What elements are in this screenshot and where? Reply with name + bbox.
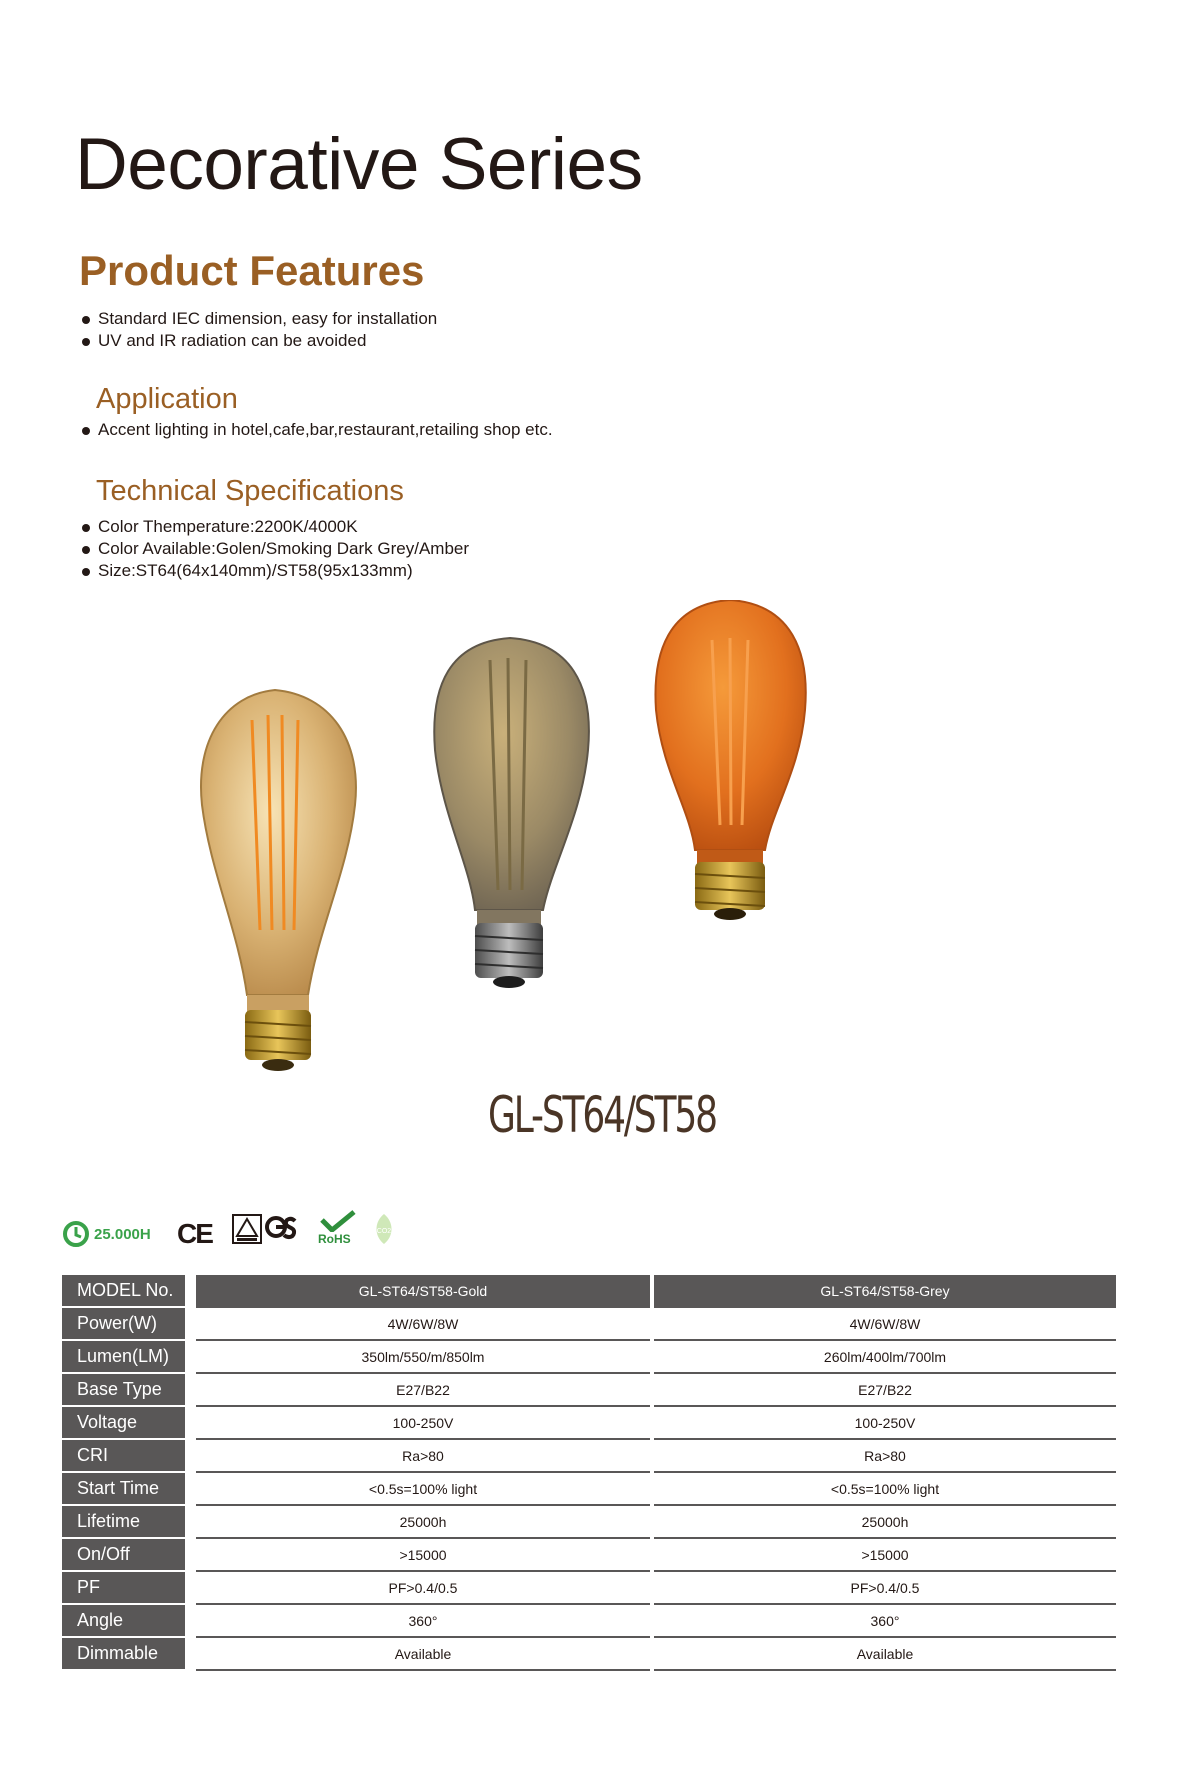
table-cell: E27/B22: [196, 1374, 650, 1407]
list-item: UV and IR radiation can be avoided: [80, 330, 437, 352]
table-row-label: MODEL No.: [62, 1275, 185, 1306]
table-cell: 350lm/550/m/850lm: [196, 1341, 650, 1374]
table-header-row: [62, 1275, 1116, 1308]
table-row: [62, 1473, 1116, 1506]
table-cell: PF>0.4/0.5: [654, 1572, 1116, 1605]
table-row-label: Base Type: [62, 1374, 185, 1405]
table-cell: E27/B22: [654, 1374, 1116, 1407]
table-cell: >15000: [196, 1539, 650, 1572]
table-header-cell: GL-ST64/ST58-Gold: [196, 1275, 650, 1308]
table-row-label: Angle: [62, 1605, 185, 1636]
rohs-mark: RoHS: [318, 1232, 351, 1246]
bulb-product-image: [190, 600, 950, 1120]
table-row-label: Start Time: [62, 1473, 185, 1504]
list-item: Standard IEC dimension, easy for installation: [80, 308, 437, 330]
list-item: Size:ST64(64x140mm)/ST58(95x133mm): [80, 560, 469, 582]
table-row: [62, 1308, 1116, 1341]
safety-mark-icon: [232, 1214, 262, 1244]
table-cell: 360°: [654, 1605, 1116, 1638]
clock-icon: [62, 1220, 90, 1248]
specs-heading: Technical Specifications: [96, 475, 404, 507]
table-cell: 4W/6W/8W: [654, 1308, 1116, 1341]
table-cell: <0.5s=100% light: [654, 1473, 1116, 1506]
table-cell: PF>0.4/0.5: [196, 1572, 650, 1605]
table-row-label: Dimmable: [62, 1638, 185, 1669]
table-row: [62, 1440, 1116, 1473]
amber-bulb: [655, 600, 805, 920]
table-row: [62, 1638, 1116, 1671]
ce-mark: CE: [177, 1218, 212, 1249]
table-row-label: Voltage: [62, 1407, 185, 1438]
table-cell: 100-250V: [196, 1407, 650, 1440]
gs-mark-icon: [265, 1214, 297, 1242]
table-row: [62, 1506, 1116, 1539]
lifetime-label: 25.000H: [94, 1225, 151, 1243]
table-cell: >15000: [654, 1539, 1116, 1572]
table-cell: 360°: [196, 1605, 650, 1638]
model-title: GL-ST64/ST58: [488, 1086, 716, 1144]
table-row: [62, 1539, 1116, 1572]
co2-leaf-icon: [372, 1212, 396, 1246]
table-row-label: Lumen(LM): [62, 1341, 185, 1372]
table-header-cell: GL-ST64/ST58-Grey: [654, 1275, 1116, 1308]
list-item: Color Themperature:2200K/4000K: [80, 516, 469, 538]
table-cell: Ra>80: [654, 1440, 1116, 1473]
application-heading: Application: [96, 383, 238, 415]
table-cell: Available: [196, 1638, 650, 1671]
table-cell: 4W/6W/8W: [196, 1308, 650, 1341]
table-cell: <0.5s=100% light: [196, 1473, 650, 1506]
lifetime-badge: [62, 1220, 151, 1248]
table-row: [62, 1407, 1116, 1440]
features-list: [80, 308, 437, 352]
certification-icons: [62, 1210, 422, 1260]
table-row-label: Lifetime: [62, 1506, 185, 1537]
table-row-label: CRI: [62, 1440, 185, 1471]
table-cell: Available: [654, 1638, 1116, 1671]
table-cell: 100-250V: [654, 1407, 1116, 1440]
table-row-label: PF: [62, 1572, 185, 1603]
features-heading: Product Features: [79, 247, 425, 294]
table-row-label: On/Off: [62, 1539, 185, 1570]
page-title: Decorative Series: [75, 124, 643, 205]
table-row-label: Power(W): [62, 1308, 185, 1339]
list-item: Accent lighting in hotel,cafe,bar,restaurant,retailing shop etc.: [80, 419, 553, 441]
table-row: [62, 1341, 1116, 1374]
specs-list: [80, 516, 469, 582]
table-row: [62, 1572, 1116, 1605]
co2-label: CO2: [376, 1228, 392, 1235]
table-cell: Ra>80: [196, 1440, 650, 1473]
list-item: Color Available:Golen/Smoking Dark Grey/Amber: [80, 538, 469, 560]
application-list: [80, 419, 553, 441]
check-icon: [318, 1210, 358, 1232]
table-cell: 25000h: [196, 1506, 650, 1539]
gold-bulb: [201, 690, 356, 1071]
table-row: [62, 1374, 1116, 1407]
table-cell: 25000h: [654, 1506, 1116, 1539]
grey-bulb: [434, 638, 589, 988]
table-cell: 260lm/400lm/700lm: [654, 1341, 1116, 1374]
table-row: [62, 1605, 1116, 1638]
